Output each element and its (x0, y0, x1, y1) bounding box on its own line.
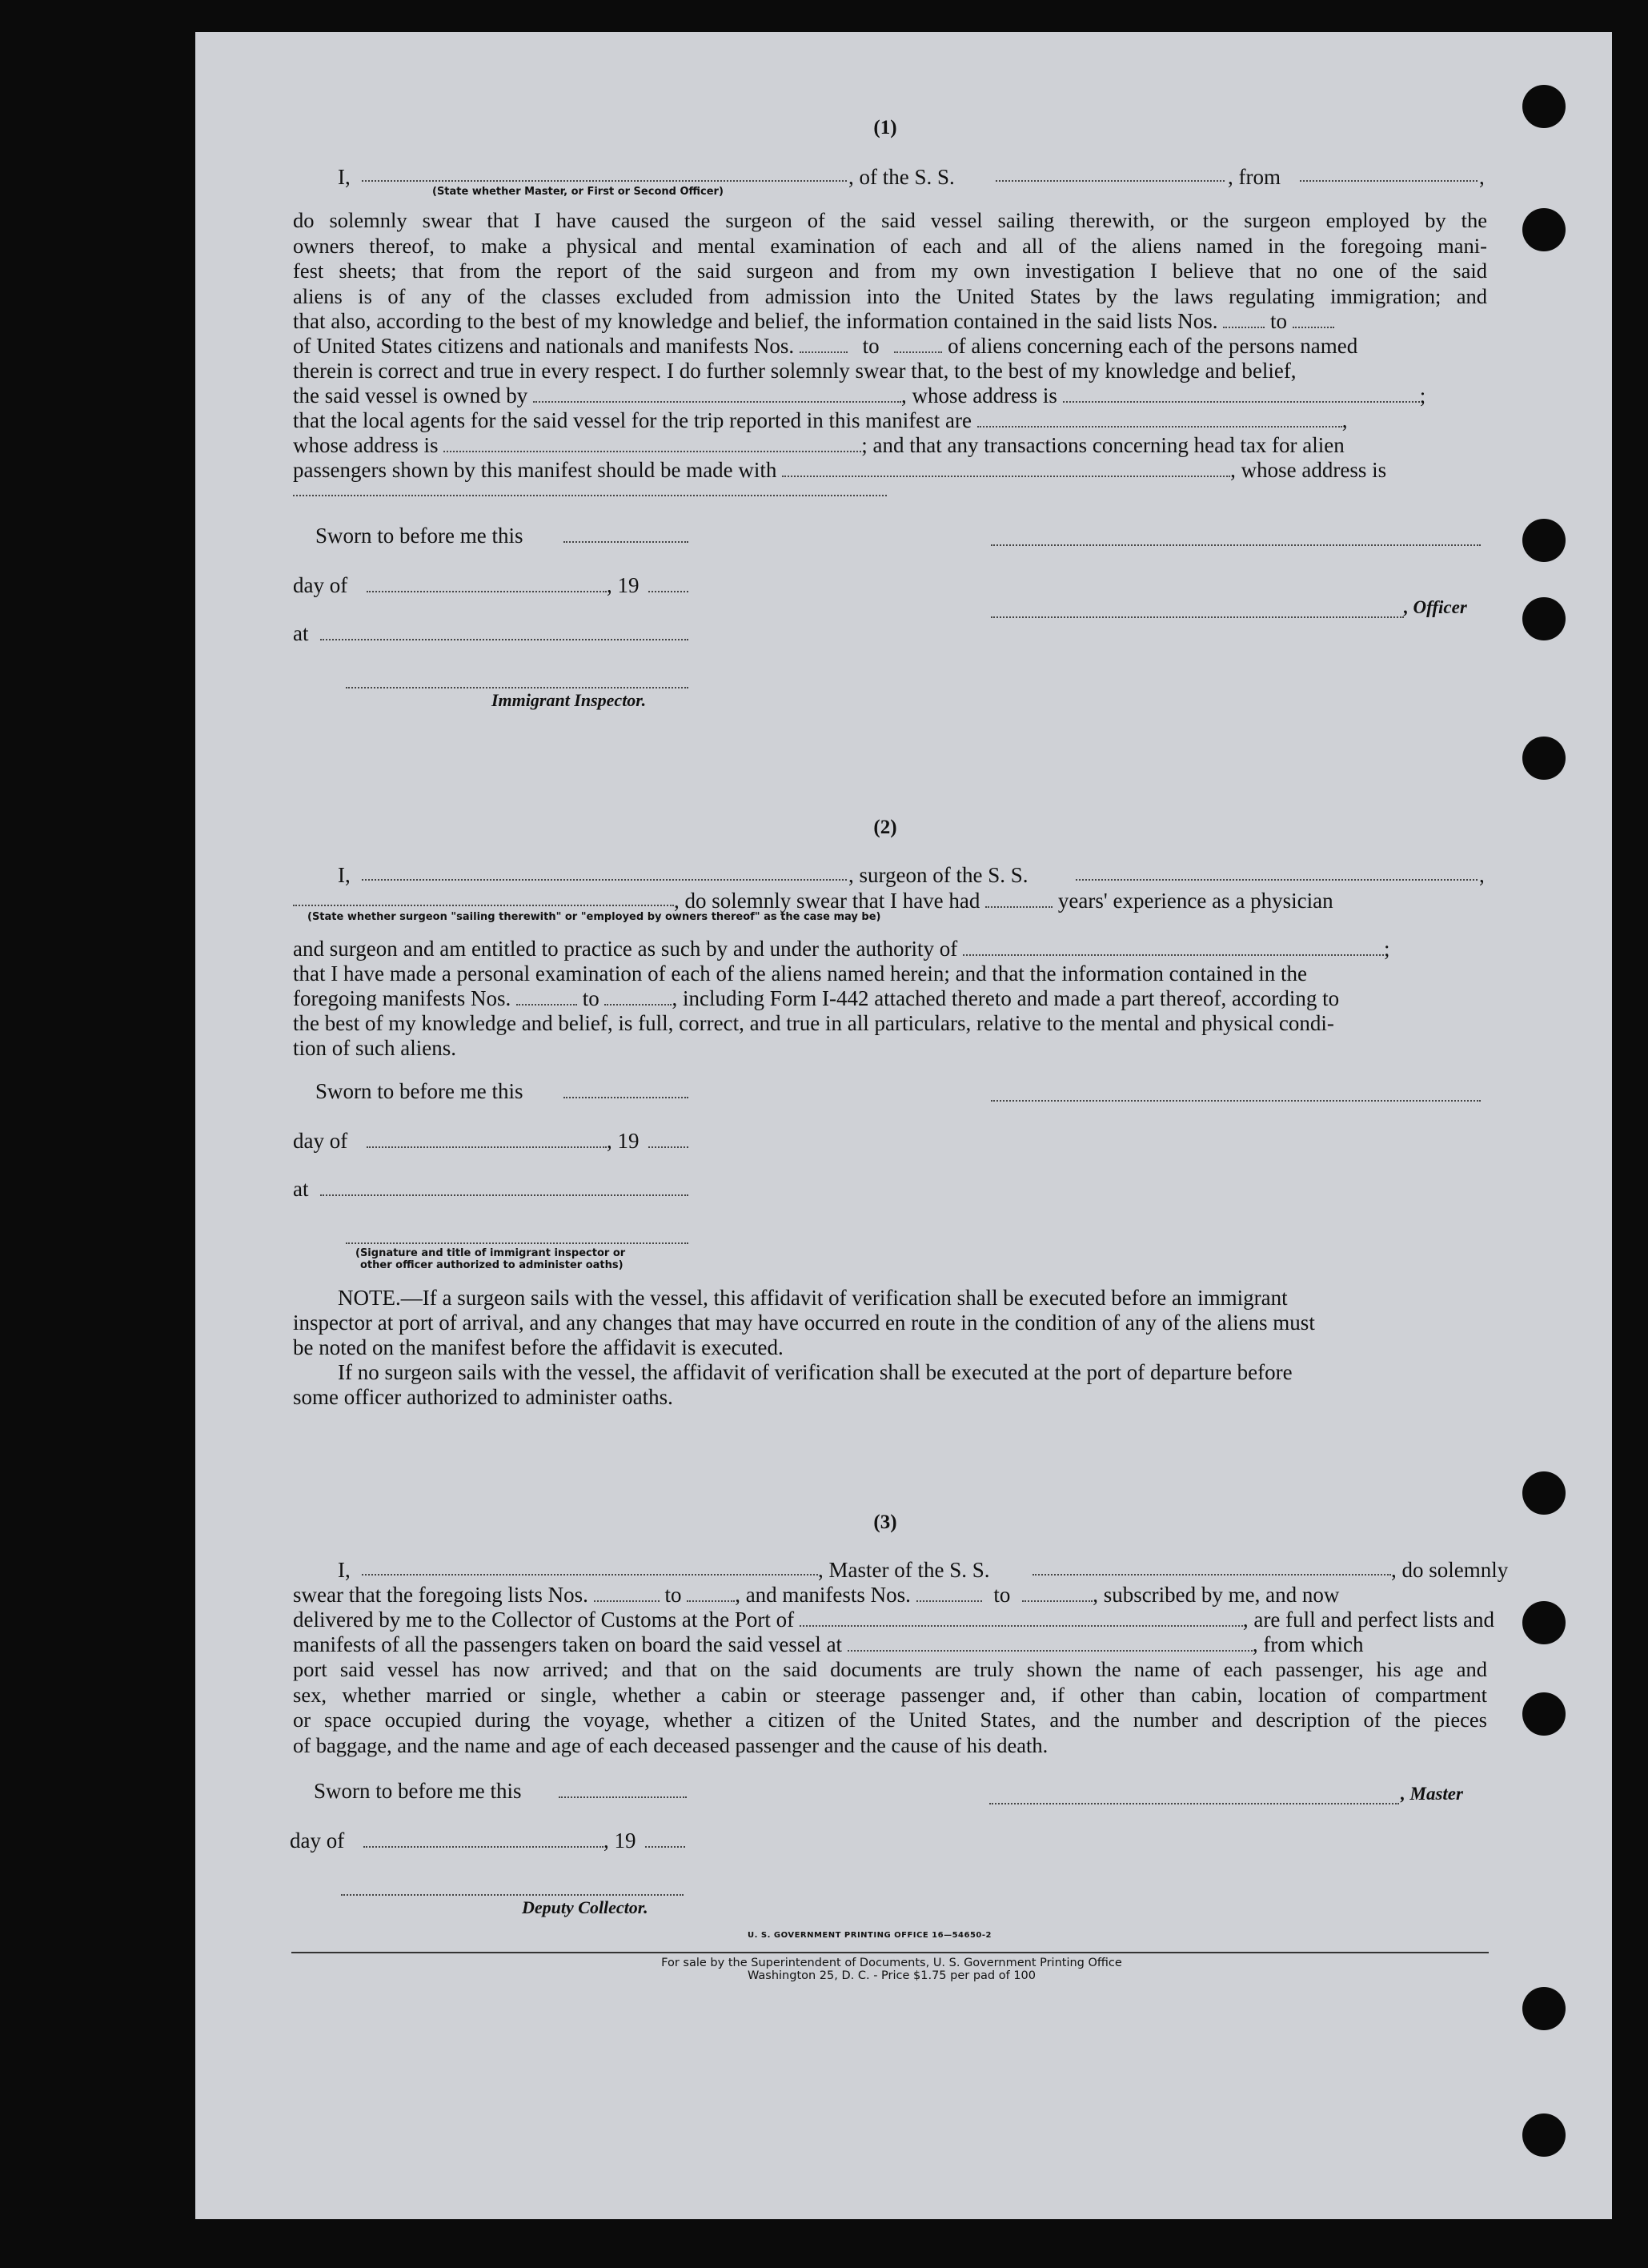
punch-hole-2 (1522, 208, 1566, 251)
s1-line10: whose address is ; and that any transactions concerning head tax for alien (293, 433, 1345, 457)
punch-hole-8 (1522, 1692, 1566, 1736)
s1-line5: that also, according to the best of my knowledge and belief, the information contained in the said lists Nos. to (293, 309, 1487, 334)
head-tax-address-field[interactable] (293, 495, 887, 496)
port-of-customs-field[interactable] (800, 1611, 1243, 1627)
s3-year-field[interactable] (645, 1846, 685, 1848)
s3-line4: manifests of all the passengers taken on board the said vessel at , from which (293, 1632, 1364, 1656)
of-ss-label: , of the S. S. (848, 165, 955, 189)
manifests-nos-to-field[interactable] (894, 337, 942, 353)
section-1-line-1: I, (338, 165, 351, 189)
footer-line-2: Washington 25, D. C. - Price $1.75 per pad of 100 (747, 1969, 1036, 1982)
form-page (195, 32, 1612, 2219)
deputy-collector-label: Deputy Collector. (522, 1897, 648, 1917)
owner-address-field[interactable] (1063, 387, 1420, 403)
s2-sworn-day-field[interactable] (563, 1097, 688, 1098)
s2-line5: foregoing manifests Nos. to , including Form I-442 attached thereto and made a part thereof, according to (293, 986, 1340, 1010)
punch-hole-1 (1522, 85, 1566, 128)
surgeon-name-field[interactable] (362, 879, 847, 881)
lists-nos-to-field[interactable] (1293, 312, 1334, 328)
punch-hole-7 (1522, 1601, 1566, 1644)
lists-nos-from-field[interactable] (1223, 312, 1265, 328)
s2-line6: the best of my knowledge and belief, is full, correct, and true in all particulars, relative to the mental and physical condi- (293, 1011, 1334, 1035)
s2-sworn-label: Sworn to before me this (315, 1079, 523, 1103)
s2-dayof-label: day of (293, 1129, 348, 1153)
s1-month-field[interactable] (367, 591, 607, 592)
years-experience-field[interactable] (985, 892, 1053, 908)
note-line-2: inspector at port of arrival, and any changes that may have occurred en route in the condition of any of the aliens must (293, 1311, 1315, 1335)
s1-inspector-signature-field[interactable] (346, 687, 688, 688)
s2-line3: and surgeon and am entitled to practice as such by and under the authority of ; (293, 937, 1390, 961)
s3-manifests-to-field[interactable] (1022, 1586, 1093, 1602)
master-label: , Master (1401, 1784, 1463, 1804)
s3-master-name-field[interactable] (362, 1574, 818, 1576)
s3-lists-from-field[interactable] (594, 1586, 660, 1602)
section-1-number: (1) (873, 117, 897, 138)
master-name-field[interactable] (362, 180, 847, 182)
local-agents-field[interactable] (977, 411, 1342, 428)
s3-manifests-from-field[interactable] (916, 1586, 982, 1602)
section-3-number: (3) (873, 1511, 897, 1533)
officer-label: , Officer (1404, 597, 1467, 617)
s1-at-field[interactable] (320, 639, 688, 640)
printer-imprint: U. S. GOVERNMENT PRINTING OFFICE 16—54650-2 (748, 1931, 992, 1940)
s3-do-solemnly-label: , do solemnly (1391, 1558, 1509, 1582)
s2-line7: tion of such aliens. (293, 1036, 456, 1060)
s2-manifests-to-field[interactable] (604, 989, 672, 1006)
footer-divider (291, 1952, 1489, 1953)
s1-officer-field[interactable] (991, 616, 1404, 618)
from-label: , from (1228, 165, 1281, 189)
section-3-oath: port said vessel has now arrived; and that on the said documents are truly shown the name of each passenger, his age and sex, whether married or single, whether a cabin or steerage passenger and, if other than cabin, location of compartment or space occupied during the voyage, whether a citizen of the United States, and the number and description of the pieces of baggage, and the name and age of each deceased passenger and the cause of his death. (293, 1657, 1487, 1757)
s2-sig-caption-2: other officer authorized to administer oaths) (360, 1259, 624, 1271)
punch-hole-9 (1522, 1987, 1566, 2030)
s1-line11: passengers shown by this manifest should be made with , whose address is (293, 458, 1387, 482)
s3-line2: swear that the foregoing lists Nos. to , and manifests Nos. to , subscribed by me, and now (293, 1583, 1340, 1607)
deputy-collector-signature-field[interactable] (341, 1894, 684, 1896)
s2-line2: , do solemnly swear that I have had years' experience as a physician (674, 889, 1333, 913)
s2-surgeon-signature-field[interactable] (991, 1100, 1481, 1102)
port-of-embarkation-field[interactable] (848, 1636, 1253, 1652)
s2-month-field[interactable] (367, 1146, 607, 1148)
immigrant-inspector-label: Immigrant Inspector. (491, 690, 647, 710)
s2-sig-caption-1: (Signature and title of immigrant inspector or (355, 1247, 626, 1259)
s3-line1-i: I, (338, 1558, 351, 1582)
section-1-oath: do solemnly swear that I have caused the surgeon of the said vessel sailing therewith, or the surgeon employed by the owners thereof, to make a physical and mental examination of each and all of the aliens named in the foregoing mani- fest sheets; that from the report of the said surgeon and from my own investigation I believe that no one of the said aliens is of any of the classes excluded from admission into the United States by the laws regulating immigration; and (293, 208, 1487, 308)
surgeon-status-field[interactable] (293, 905, 674, 906)
note2-line-2: some officer authorized to administer oaths. (293, 1385, 673, 1409)
section-2-caption: (State whether surgeon "sailing therewith" or "employed by owners thereof" as the case may be) (307, 911, 881, 923)
s3-lists-to-field[interactable] (687, 1586, 735, 1602)
s1-sworn-label: Sworn to before me this (315, 524, 523, 548)
s3-master-signature-field[interactable] (989, 1803, 1399, 1804)
punch-hole-4 (1522, 597, 1566, 640)
s3-year-label: , 19 (603, 1828, 636, 1853)
s2-surgeon-of-label: , surgeon of the S. S. (848, 863, 1028, 887)
s1-sworn-day-field[interactable] (563, 541, 688, 543)
s2-year-label: , 19 (607, 1129, 640, 1153)
s1-dayof-label: day of (293, 573, 348, 597)
s3-ship-name-field[interactable] (1033, 1574, 1391, 1576)
section-2-number: (2) (873, 817, 897, 838)
s1-line9: that the local agents for the said vessel for the trip reported in this manifest are , (293, 408, 1348, 432)
note-line-3: be noted on the manifest before the affidavit is executed. (293, 1335, 784, 1359)
s2-line1-i: I, (338, 863, 351, 887)
s2-line4: that I have made a personal examination of each of the aliens named herein; and that the information contained in the (293, 961, 1308, 985)
s2-inspector-signature-field[interactable] (346, 1242, 688, 1244)
comma: , (1479, 165, 1485, 189)
s2-manifests-from-field[interactable] (516, 989, 577, 1006)
head-tax-contact-field[interactable] (782, 461, 1230, 477)
s3-dayof-label: day of (290, 1828, 345, 1853)
punch-hole-3 (1522, 519, 1566, 562)
footer-text (531, 1957, 1252, 1982)
punch-hole-10 (1522, 2113, 1566, 2157)
comma: , (1479, 863, 1485, 887)
owned-by-field[interactable] (533, 387, 901, 403)
s1-line7: therein is correct and true in every respect. I do further solemnly swear that, to the best of my knowledge and belief, (293, 359, 1297, 383)
s1-signature-field[interactable] (991, 544, 1481, 546)
s2-ship-name-field[interactable] (1076, 879, 1478, 881)
ship-name-field[interactable] (996, 180, 1225, 182)
s1-year-label: , 19 (607, 573, 640, 597)
s3-month-field[interactable] (363, 1846, 603, 1848)
s3-line3: delivered by me to the Collector of Customs at the Port of , are full and perfect lists and (293, 1608, 1495, 1632)
s1-at-label: at (293, 621, 309, 645)
s2-at-field[interactable] (320, 1194, 688, 1196)
section-1-caption: (State whether Master, or First or Second Officer) (432, 186, 724, 198)
agents-address-field[interactable] (443, 436, 861, 452)
punch-hole-6 (1522, 1471, 1566, 1515)
s2-year-field[interactable] (648, 1146, 688, 1148)
s3-sworn-label: Sworn to before me this (314, 1779, 522, 1803)
manifests-nos-from-field[interactable] (800, 337, 848, 353)
s1-line6: of United States citizens and nationals and manifests Nos. to of aliens concerning each of the persons named (293, 334, 1358, 358)
punch-hole-5 (1522, 737, 1566, 780)
note-line-1: NOTE.—If a surgeon sails with the vessel, this affidavit of verification shall be executed before an immigrant (338, 1286, 1288, 1310)
note2-line-1: If no surgeon sails with the vessel, the affidavit of verification shall be executed at the port of departure before (338, 1360, 1293, 1384)
footer-line-1: For sale by the Superintendent of Documents, U. S. Government Printing Office (661, 1957, 1122, 1969)
note-label: NOTE. (338, 1286, 401, 1310)
s1-line8: the said vessel is owned by , whose address is ; (293, 383, 1426, 407)
from-port-field[interactable] (1300, 180, 1478, 182)
s1-year-field[interactable] (648, 591, 688, 592)
authority-field[interactable] (963, 940, 1384, 956)
s3-sworn-day-field[interactable] (559, 1796, 687, 1798)
s2-at-label: at (293, 1177, 309, 1201)
s3-master-of-label: , Master of the S. S. (818, 1558, 990, 1582)
